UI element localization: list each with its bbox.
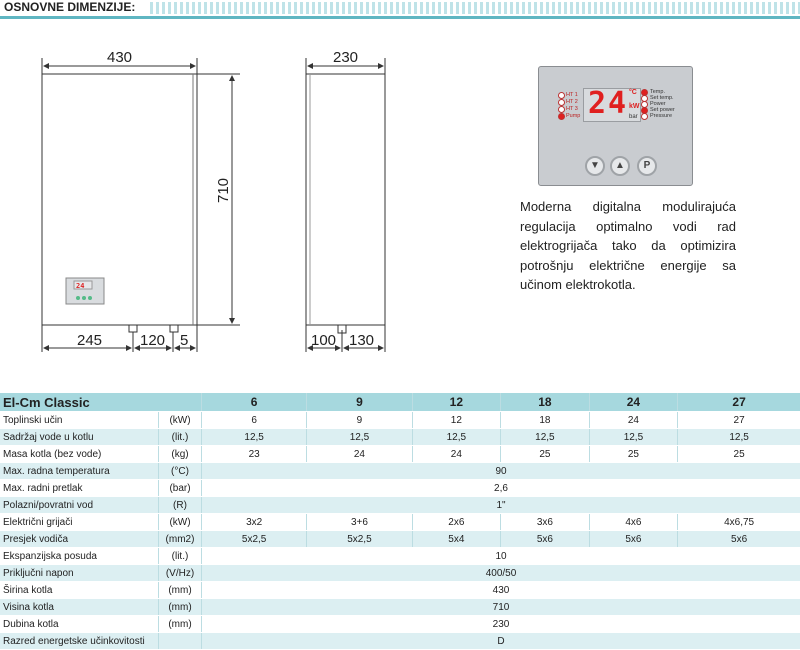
table-cell: 2x6 [412,514,501,531]
label-set-temp: Set temp. [650,95,674,101]
label-temp: Temp. [650,89,665,95]
table-cell: 12,5 [307,429,412,446]
front-right-dim-label: 5 [180,332,189,349]
spec-table [0,393,800,650]
side-left-dim-label: 100 [311,332,337,349]
boiler-side-view [306,74,385,325]
row-name: Polazni/povratni vod [0,497,159,514]
table-cell-span: 1" [202,497,800,514]
page-title: OSNOVNE DIMENZIJE: [0,0,135,17]
table-cell: 25 [678,446,800,463]
table-cell: 12,5 [678,429,800,446]
table-cell: 24 [412,446,501,463]
radio-ht3 [558,106,565,113]
front-width-label: 430 [107,49,133,66]
table-row [0,565,800,582]
table-row [0,497,800,514]
table-cell: 24 [589,412,678,429]
table-cell-span: 230 [202,616,800,633]
table-cell-span: 430 [202,582,800,599]
table-row [0,582,800,599]
table-cell: 12,5 [202,429,307,446]
table-row [0,531,800,548]
row-unit: (°C) [159,463,202,480]
label-power: Power [650,101,666,107]
table-cell: 5x6 [589,531,678,548]
row-unit: (kW) [159,412,202,429]
table-row [0,429,800,446]
table-cell: 6 [202,412,307,429]
row-name: Razred energetske učinkovitosti [0,633,159,650]
label-ht2: HT 2 [566,99,578,105]
table-row [0,616,800,633]
table-cell: 12,5 [589,429,678,446]
table-cell-span: 90 [202,463,800,480]
table-row [0,446,800,463]
description-text: Moderna digitalna modulirajuća regulacija optimalno vodi rad elektrogrijača tako da optimizira potrošnju električne energije sa učinom elektrokotla. [520,199,736,292]
table-row [0,599,800,616]
boiler-front-view [42,74,197,325]
row-name: Max. radni pretlak [0,480,159,497]
table-cell-span: 2,6 [202,480,800,497]
table-row [0,463,800,480]
up-arrow-icon: ▲ [610,156,630,176]
row-name: Presjek vodiča [0,531,159,548]
table-cell: 3x6 [501,514,590,531]
table-cell: 5x2,5 [307,531,412,548]
table-cell: 23 [202,446,307,463]
table-row [0,514,800,531]
label-pump: Pump [566,113,581,119]
front-height-label: 710 [215,177,233,204]
table-cell-span: D [202,633,800,650]
table-row [0,412,800,429]
row-name: Max. radna temperatura [0,463,159,480]
table-cell: 25 [501,446,590,463]
header-unit-cell [159,393,202,412]
radio-ht2 [558,99,565,106]
row-name: Visina kotla [0,599,159,616]
column-header: 9 [307,393,412,412]
side-right-dim-label: 130 [349,332,375,349]
row-name: Širina kotla [0,582,159,599]
row-name: Dubina kotla [0,616,159,633]
row-name: Masa kotla (bez vode) [0,446,159,463]
label-set-power: Set power [650,107,675,113]
table-cell: 5x4 [412,531,501,548]
column-header: 27 [678,393,800,412]
table-cell: 18 [501,412,590,429]
row-unit: (mm) [159,582,202,599]
radio-pressure [641,113,648,120]
table-row [0,548,800,565]
table-cell: 27 [678,412,800,429]
label-ht3: HT 3 [566,106,578,112]
table-cell: 3+6 [307,514,412,531]
row-unit: (lit.) [159,548,202,565]
display-value: 24 [588,86,629,121]
down-arrow-icon: ▼ [585,156,605,176]
table-cell: 12 [412,412,501,429]
front-left-dim-label: 245 [77,332,103,349]
front-mid-dim-label: 120 [140,332,166,349]
label-pressure: Pressure [650,113,673,119]
row-unit: (kg) [159,446,202,463]
column-header: 18 [501,393,590,412]
table-cell: 5x2,5 [202,531,307,548]
column-header: 6 [202,393,307,412]
row-name: Sadržaj vode u kotlu [0,429,159,446]
table-cell-span: 400/50 [202,565,800,582]
svg-text:24: 24 [76,282,85,290]
row-unit: (mm) [159,616,202,633]
table-cell: 24 [307,446,412,463]
row-name: Toplinski učin [0,412,159,429]
table-row [0,480,800,497]
table-cell: 25 [589,446,678,463]
radio-pump [558,113,565,120]
model-name: El-Cm Classic [0,393,159,412]
table-cell: 4x6,75 [678,514,800,531]
row-unit: (mm) [159,599,202,616]
unit-bar: bar [629,114,638,120]
table-row [0,633,800,650]
radio-ht1 [558,92,565,99]
label-ht1: HT 1 [566,92,578,98]
column-header: 12 [412,393,501,412]
table-cell: 5x6 [678,531,800,548]
row-unit: (lit.) [159,429,202,446]
table-cell-span: 10 [202,548,800,565]
side-depth-label: 230 [333,49,359,66]
row-name: Ekspanzijska posuda [0,548,159,565]
row-unit: (mm2) [159,531,202,548]
unit-kw: kW [629,103,640,110]
row-name: Električni grijači [0,514,159,531]
row-unit: (kW) [159,514,202,531]
table-cell: 5x6 [501,531,590,548]
table-cell: 12,5 [501,429,590,446]
table-cell: 4x6 [589,514,678,531]
p-button-icon: P [637,156,657,176]
row-unit: (bar) [159,480,202,497]
table-header-row [0,393,800,412]
unit-celsius: °C [629,89,637,96]
table-cell-span: 710 [202,599,800,616]
row-unit: (R) [159,497,202,514]
table-cell: 12,5 [412,429,501,446]
table-cell: 9 [307,412,412,429]
row-unit [159,633,202,650]
row-unit: (V/Hz) [159,565,202,582]
table-cell: 3x2 [202,514,307,531]
column-header: 24 [589,393,678,412]
row-name: Priključni napon [0,565,159,582]
